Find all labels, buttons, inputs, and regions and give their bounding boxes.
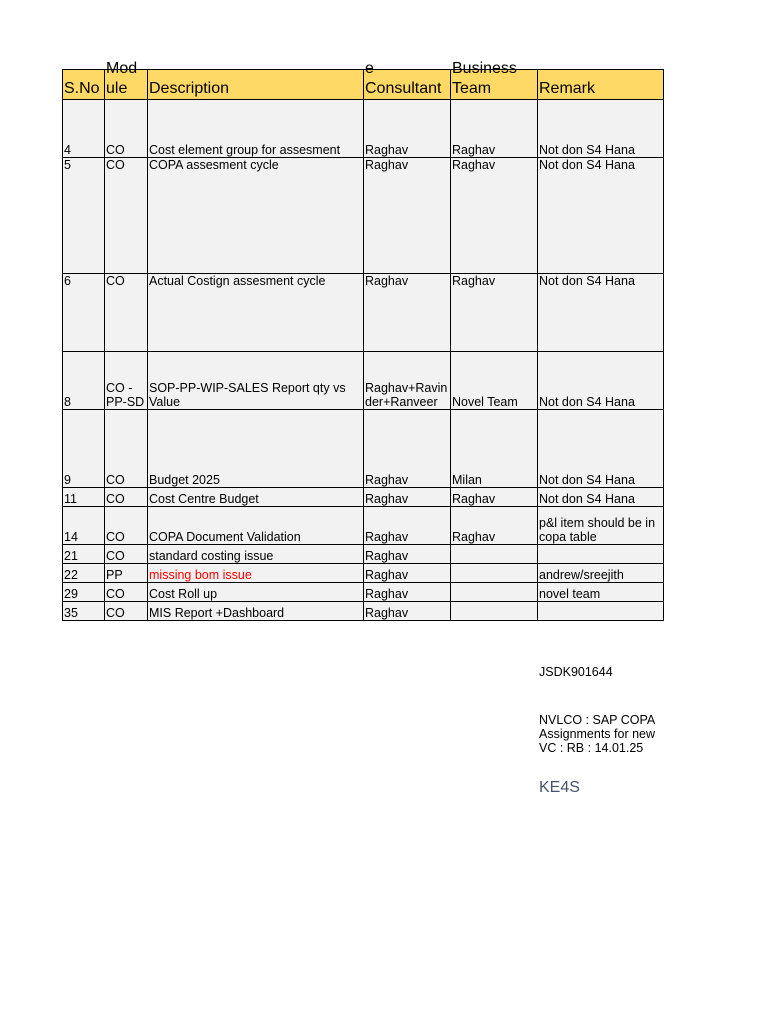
header-sno[interactable] — [63, 70, 105, 100]
cell-business-team[interactable] — [451, 564, 538, 583]
table-row — [63, 602, 664, 621]
table-row — [63, 100, 664, 158]
cell-module[interactable]: PP — [105, 564, 148, 583]
table-row — [63, 352, 664, 410]
header-description-label: Description — [149, 80, 230, 97]
cell-module[interactable]: CO — [105, 602, 148, 621]
header-consultant[interactable] — [364, 60, 451, 100]
cell-consultant[interactable]: Raghav — [364, 583, 451, 602]
cell-remark[interactable]: novel team — [538, 583, 664, 602]
cell-description[interactable]: COPA Document Validation — [148, 507, 364, 545]
cell-description[interactable]: Actual Costign assesment cycle — [148, 274, 364, 352]
header-business-team[interactable] — [451, 60, 538, 100]
table-row — [63, 274, 664, 352]
cell-description[interactable]: SOP-PP-WIP-SALES Report qty vs Value — [148, 352, 364, 410]
cell-consultant[interactable]: Raghav — [364, 488, 451, 507]
cell-remark[interactable]: Not don S4 Hana — [538, 410, 664, 488]
header-row — [63, 70, 664, 100]
cell-remark[interactable]: Not don S4 Hana — [538, 274, 664, 352]
cell-sno[interactable]: 21 — [63, 545, 105, 564]
cell-remark[interactable]: Not don S4 Hana — [538, 352, 664, 410]
header-business-clipped: Business — [452, 60, 517, 77]
cell-sno[interactable]: 6 — [63, 274, 105, 352]
cell-business-team[interactable]: Raghav — [451, 274, 538, 352]
cell-sno[interactable]: 22 — [63, 564, 105, 583]
cell-consultant[interactable]: Raghav — [364, 564, 451, 583]
cell-description[interactable]: COPA assesment cycle — [148, 158, 364, 274]
cell-description[interactable]: Cost Roll up — [148, 583, 364, 602]
cell-sno[interactable]: 14 — [63, 507, 105, 545]
cell-consultant[interactable]: Raghav+Ravinder+Ranveer — [364, 352, 451, 410]
cell-description[interactable]: Cost Centre Budget — [148, 488, 364, 507]
cell-consultant[interactable]: Raghav — [364, 158, 451, 274]
cell-module[interactable]: CO — [105, 507, 148, 545]
cell-consultant[interactable]: Raghav — [364, 507, 451, 545]
cell-sno[interactable]: 9 — [63, 410, 105, 488]
table-row — [63, 488, 664, 507]
cell-consultant[interactable]: Raghav — [364, 100, 451, 158]
cell-module[interactable]: CO — [105, 545, 148, 564]
header-module[interactable] — [105, 60, 148, 100]
header-remark-label: Remark — [539, 80, 596, 97]
table-row — [63, 545, 664, 564]
cell-remark[interactable]: Not don S4 Hana — [538, 100, 664, 158]
cell-module[interactable]: CO — [105, 583, 148, 602]
cell-business-team[interactable]: Raghav — [451, 158, 538, 274]
cell-sno[interactable]: 8 — [63, 352, 105, 410]
cell-sno[interactable]: 11 — [63, 488, 105, 507]
cell-description[interactable]: MIS Report +Dashboard — [148, 602, 364, 621]
cell-sno[interactable]: 5 — [63, 158, 105, 274]
cell-remark[interactable]: Not don S4 Hana — [538, 158, 664, 274]
tcode-note: KE4S — [539, 779, 580, 796]
cell-business-team[interactable]: Novel Team — [451, 352, 538, 410]
cell-business-team[interactable] — [451, 545, 538, 564]
cell-description[interactable]: Cost element group for assesment — [148, 100, 364, 158]
cell-consultant[interactable]: Raghav — [364, 274, 451, 352]
cell-module[interactable]: CO — [105, 100, 148, 158]
cell-module[interactable]: CO — [105, 488, 148, 507]
tracker-table — [62, 60, 664, 621]
cell-remark[interactable]: andrew/sreejith — [538, 564, 664, 583]
table-row — [63, 507, 664, 545]
cell-module[interactable]: CO — [105, 410, 148, 488]
table-row — [63, 564, 664, 583]
cell-business-team[interactable]: Raghav — [451, 100, 538, 158]
cell-business-team[interactable] — [451, 602, 538, 621]
cell-description[interactable]: Budget 2025 — [148, 410, 364, 488]
cell-sno[interactable]: 4 — [63, 100, 105, 158]
header-module-label: ule — [106, 80, 128, 97]
table-row — [63, 158, 664, 274]
nvlco-note: NVLCO : SAP COPA Assignments for new VC : RB : 14.01.25 — [539, 713, 656, 755]
table-row — [63, 583, 664, 602]
cell-module[interactable]: CO - PP-SD — [105, 352, 148, 410]
transport-request-note: JSDK901644 — [539, 665, 613, 679]
cell-consultant[interactable]: Raghav — [364, 410, 451, 488]
header-description[interactable] — [148, 70, 364, 100]
cell-sno[interactable]: 29 — [63, 583, 105, 602]
cell-description[interactable]: missing bom issue — [148, 564, 364, 583]
header-business-label: Team — [452, 80, 492, 97]
cell-business-team[interactable]: Raghav — [451, 507, 538, 545]
cell-remark[interactable]: Not don S4 Hana — [538, 488, 664, 507]
header-sno-label: S.No — [64, 80, 100, 97]
cell-business-team[interactable]: Raghav — [451, 488, 538, 507]
header-remark[interactable] — [538, 70, 664, 100]
table-row — [63, 410, 664, 488]
cell-description[interactable]: standard costing issue — [148, 545, 364, 564]
cell-remark[interactable]: p&l item should be in copa table — [538, 507, 664, 545]
header-module-clipped: Mod — [106, 60, 138, 77]
cell-module[interactable]: CO — [105, 158, 148, 274]
cell-remark[interactable] — [538, 602, 664, 621]
cell-business-team[interactable]: Milan — [451, 410, 538, 488]
cell-module[interactable]: CO — [105, 274, 148, 352]
cell-consultant[interactable]: Raghav — [364, 602, 451, 621]
cell-consultant[interactable]: Raghav — [364, 545, 451, 564]
header-consultant-clipped: e — [365, 60, 374, 77]
cell-remark[interactable] — [538, 545, 664, 564]
header-consultant-label: Consultant — [365, 80, 442, 97]
cell-business-team[interactable] — [451, 583, 538, 602]
cell-sno[interactable]: 35 — [63, 602, 105, 621]
